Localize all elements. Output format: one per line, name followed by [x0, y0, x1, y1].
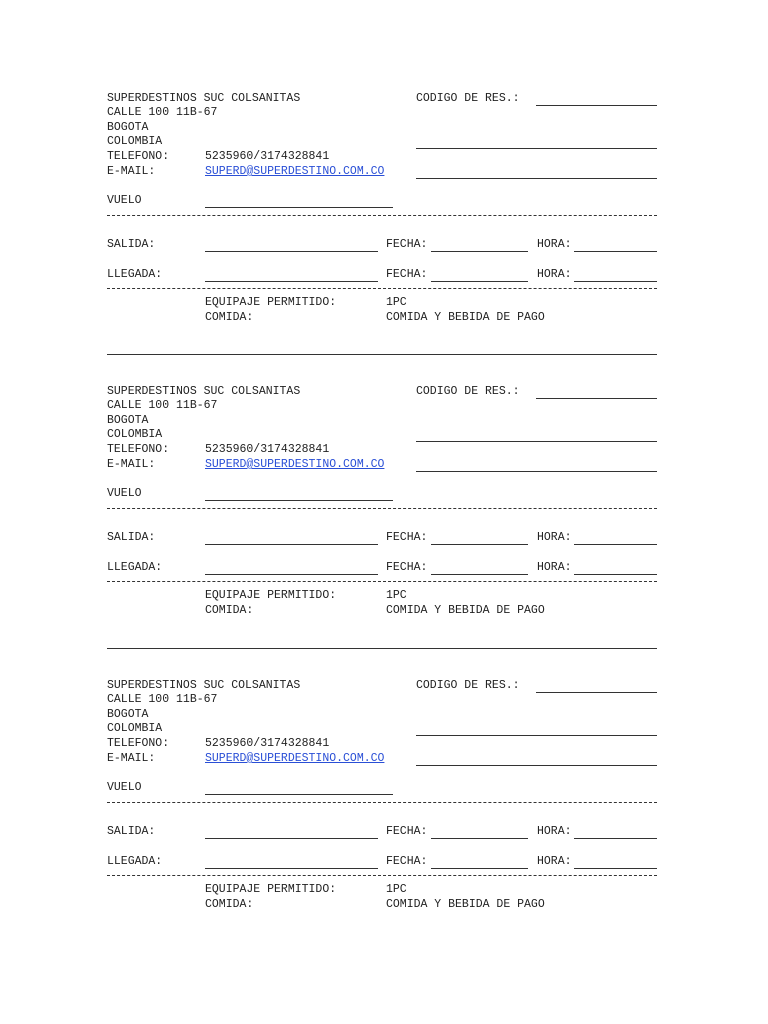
departure-field[interactable]	[205, 544, 378, 545]
phone-label: TELEFONO:	[107, 737, 170, 750]
ticket-form	[0, 0, 768, 324]
blank-field-2[interactable]	[416, 471, 657, 472]
phone-label: TELEFONO:	[107, 150, 170, 163]
departure-field[interactable]	[205, 251, 378, 252]
email-label: E-MAIL:	[107, 752, 156, 765]
ticket-form	[0, 587, 768, 911]
arrival-label: LLEGADA:	[107, 855, 163, 868]
departure-date-field[interactable]	[431, 251, 528, 252]
baggage-value: 1PC	[386, 883, 407, 896]
blank-field-2[interactable]	[416, 765, 657, 766]
baggage-label: EQUIPAJE PERMITIDO:	[205, 589, 337, 602]
arrival-time-label: HORA:	[537, 561, 572, 574]
agency-country: COLOMBIA	[107, 135, 163, 148]
blank-field-1[interactable]	[416, 441, 657, 442]
blank-field-1[interactable]	[416, 148, 657, 149]
departure-date-field[interactable]	[431, 838, 528, 839]
agency-address: CALLE 100 11B-67	[107, 106, 218, 119]
arrival-time-label: HORA:	[537, 268, 572, 281]
reservation-code-label: CODIGO DE RES.:	[416, 385, 520, 398]
email-label: E-MAIL:	[107, 458, 156, 471]
email-link[interactable]: SUPERD@SUPERDESTINO.COM.CO	[205, 752, 385, 765]
meal-value: COMIDA Y BEBIDA DE PAGO	[386, 604, 545, 617]
meal-value: COMIDA Y BEBIDA DE PAGO	[386, 898, 545, 911]
arrival-time-field[interactable]	[574, 281, 657, 282]
baggage-value: 1PC	[386, 589, 407, 602]
arrival-field[interactable]	[205, 574, 378, 575]
arrival-date-label: FECHA:	[386, 561, 428, 574]
arrival-date-field[interactable]	[431, 868, 528, 869]
agency-city: BOGOTA	[107, 121, 149, 134]
dashed-divider	[107, 215, 657, 216]
flight-label: VUELO	[107, 781, 142, 794]
dashed-divider-spaced	[107, 875, 657, 876]
departure-date-label: FECHA:	[386, 238, 428, 251]
arrival-time-field[interactable]	[574, 868, 657, 869]
departure-date-field[interactable]	[431, 544, 528, 545]
meal-label: COMIDA:	[205, 311, 254, 324]
email-label: E-MAIL:	[107, 165, 156, 178]
arrival-time-field[interactable]	[574, 574, 657, 575]
flight-label: VUELO	[107, 194, 142, 207]
flight-field[interactable]	[205, 500, 393, 501]
blank-field-1[interactable]	[416, 735, 657, 736]
agency-country: COLOMBIA	[107, 722, 163, 735]
meal-value: COMIDA Y BEBIDA DE PAGO	[386, 311, 545, 324]
agency-address: CALLE 100 11B-67	[107, 399, 218, 412]
blank-field-2[interactable]	[416, 178, 657, 179]
phone-value: 5235960/3174328841	[205, 737, 330, 750]
agency-name: SUPERDESTINOS SUC COLSANITAS	[107, 92, 301, 105]
departure-label: SALIDA:	[107, 825, 156, 838]
departure-time-field[interactable]	[574, 544, 657, 545]
departure-time-label: HORA:	[537, 825, 572, 838]
dashed-divider-spaced	[107, 288, 657, 289]
baggage-label: EQUIPAJE PERMITIDO:	[205, 883, 337, 896]
arrival-time-label: HORA:	[537, 855, 572, 868]
arrival-label: LLEGADA:	[107, 561, 163, 574]
departure-time-field[interactable]	[574, 838, 657, 839]
flight-field[interactable]	[205, 207, 393, 208]
email-link[interactable]: SUPERD@SUPERDESTINO.COM.CO	[205, 165, 385, 178]
departure-time-label: HORA:	[537, 531, 572, 544]
arrival-field[interactable]	[205, 868, 378, 869]
arrival-field[interactable]	[205, 281, 378, 282]
agency-city: BOGOTA	[107, 708, 149, 721]
flight-field[interactable]	[205, 794, 393, 795]
agency-name: SUPERDESTINOS SUC COLSANITAS	[107, 679, 301, 692]
arrival-date-label: FECHA:	[386, 855, 428, 868]
departure-label: SALIDA:	[107, 531, 156, 544]
reservation-code-label: CODIGO DE RES.:	[416, 92, 520, 105]
agency-city: BOGOTA	[107, 414, 149, 427]
departure-time-label: HORA:	[537, 238, 572, 251]
baggage-value: 1PC	[386, 296, 407, 309]
arrival-label: LLEGADA:	[107, 268, 163, 281]
meal-label: COMIDA:	[205, 604, 254, 617]
departure-date-label: FECHA:	[386, 825, 428, 838]
phone-value: 5235960/3174328841	[205, 443, 330, 456]
dashed-divider	[107, 508, 657, 509]
agency-address: CALLE 100 11B-67	[107, 693, 218, 706]
dashed-divider	[107, 802, 657, 803]
departure-field[interactable]	[205, 838, 378, 839]
meal-label: COMIDA:	[205, 898, 254, 911]
arrival-date-field[interactable]	[431, 574, 528, 575]
arrival-date-field[interactable]	[431, 281, 528, 282]
reservation-code-field[interactable]	[536, 398, 657, 399]
reservation-code-field[interactable]	[536, 105, 657, 106]
departure-label: SALIDA:	[107, 238, 156, 251]
ticket-form	[0, 293, 768, 617]
arrival-date-label: FECHA:	[386, 268, 428, 281]
reservation-code-label: CODIGO DE RES.:	[416, 679, 520, 692]
departure-time-field[interactable]	[574, 251, 657, 252]
email-link[interactable]: SUPERD@SUPERDESTINO.COM.CO	[205, 458, 385, 471]
reservation-code-field[interactable]	[536, 692, 657, 693]
agency-name: SUPERDESTINOS SUC COLSANITAS	[107, 385, 301, 398]
dashed-divider-spaced	[107, 581, 657, 582]
phone-label: TELEFONO:	[107, 443, 170, 456]
departure-date-label: FECHA:	[386, 531, 428, 544]
agency-country: COLOMBIA	[107, 428, 163, 441]
baggage-label: EQUIPAJE PERMITIDO:	[205, 296, 337, 309]
flight-label: VUELO	[107, 487, 142, 500]
phone-value: 5235960/3174328841	[205, 150, 330, 163]
